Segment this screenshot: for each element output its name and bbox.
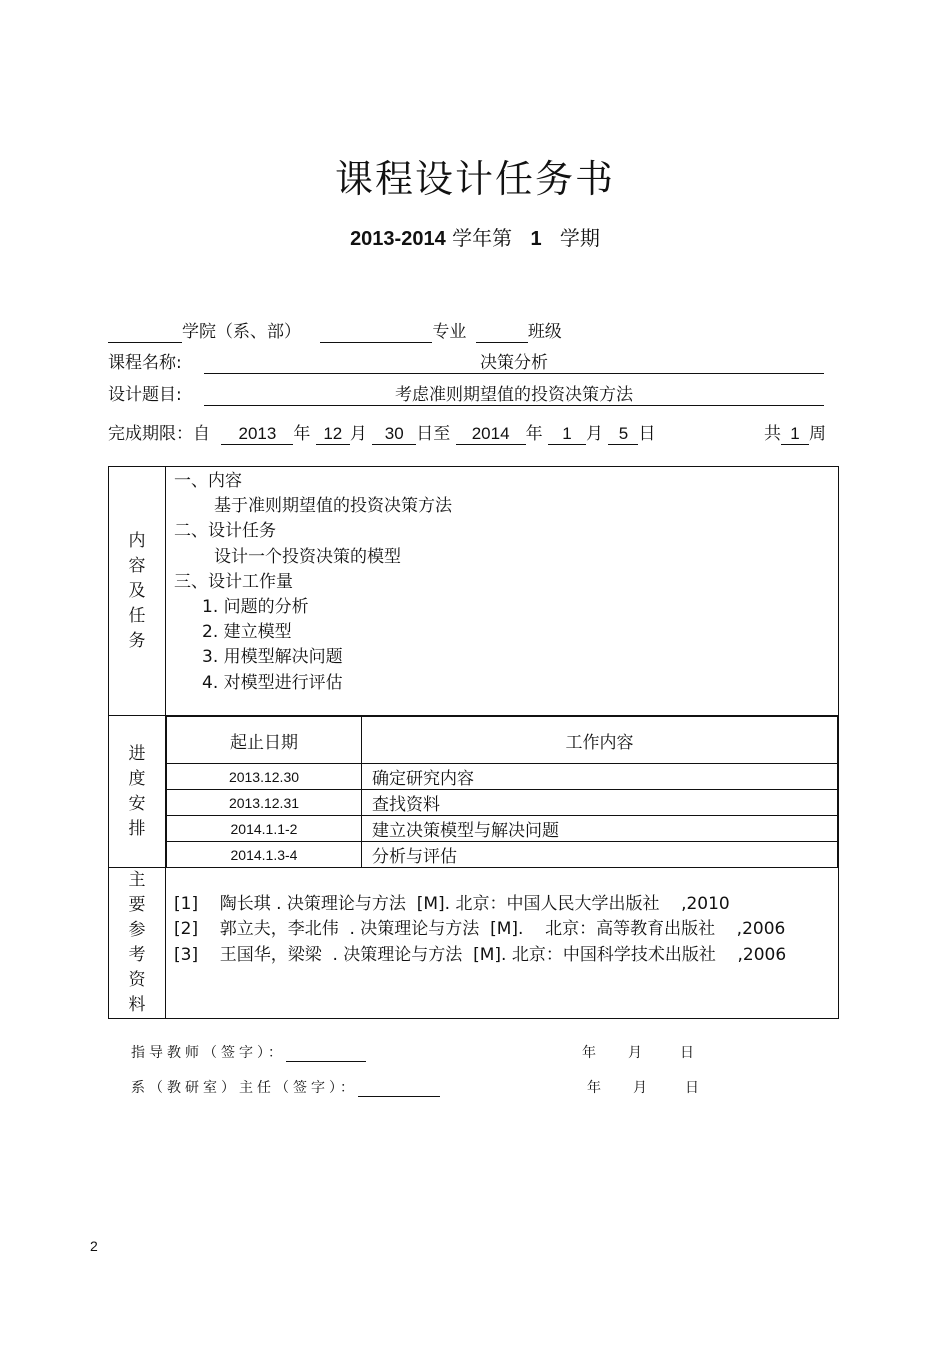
dept-head-signature-line xyxy=(131,1077,440,1097)
document-title: 课程设计任务书 xyxy=(334,157,615,201)
topic-label: 设计题目: xyxy=(108,385,182,405)
content-side-label xyxy=(109,467,166,716)
schedule-header xyxy=(167,717,838,764)
schedule-date: 2013.12.30 xyxy=(167,764,362,790)
to-day: 5 xyxy=(608,424,638,445)
schedule-date: 2013.12.31 xyxy=(167,790,362,816)
month-char: 月 xyxy=(633,1080,651,1096)
dept-head-signature-field[interactable] xyxy=(358,1080,440,1097)
side-char: 进 xyxy=(128,743,146,764)
dept-head-date xyxy=(587,1077,703,1097)
advisor-signature-line xyxy=(131,1042,366,1062)
advisor-signature-field[interactable] xyxy=(286,1045,366,1062)
section-heading: 一、内容 xyxy=(174,471,242,491)
schedule-row xyxy=(109,716,839,868)
weeks-value: 1 xyxy=(781,424,809,445)
term-line xyxy=(0,222,950,251)
side-char: 度 xyxy=(128,768,146,789)
schedule-work: 建立决策模型与解决问题 xyxy=(362,816,838,842)
side-char: 主 xyxy=(128,870,146,890)
year-char: 年 xyxy=(293,424,311,444)
schedule-work: 确定研究内容 xyxy=(362,764,838,790)
from-day: 30 xyxy=(372,424,416,445)
class-field[interactable] xyxy=(476,322,528,343)
deadline-label: 完成期限：自 xyxy=(108,424,210,444)
reference-item: [2] 郭立夫，李北伟 . 决策理论与方法 [M]. 北京：高等教育出版社 ,2006 xyxy=(174,919,786,940)
class-suffix: 班级 xyxy=(527,322,562,342)
schedule-cell xyxy=(166,716,839,868)
year-char-2: 年 xyxy=(525,424,543,444)
term-years: 2013-2014 xyxy=(350,228,446,250)
side-char: 考 xyxy=(128,945,146,965)
schedule-work: 分析与评估 xyxy=(362,842,838,868)
day-char-2: 日 xyxy=(638,424,656,444)
content-row xyxy=(109,467,839,716)
side-char: 资 xyxy=(128,970,146,990)
references-side-label xyxy=(109,868,166,1019)
term-text2: 学期 xyxy=(559,226,600,250)
day-char: 日 xyxy=(680,1045,698,1061)
from-year: 2013 xyxy=(221,424,293,445)
side-char: 务 xyxy=(128,630,146,651)
side-char: 容 xyxy=(128,555,146,576)
content-text: 基于准则期望值的投资决策方法 xyxy=(214,496,452,517)
month-char: 月 xyxy=(349,424,367,444)
schedule-side-label xyxy=(109,716,166,868)
work-item: 3. 用模型解决问题 xyxy=(202,647,343,668)
course-value: 决策分析 xyxy=(204,348,824,374)
work-item: 1. 问题的分析 xyxy=(202,597,309,618)
year-char: 年 xyxy=(587,1080,605,1096)
day-char: 日 xyxy=(685,1080,703,1096)
from-month: 12 xyxy=(316,424,350,445)
content-text: 设计一个投资决策的模型 xyxy=(214,546,401,567)
schedule-date: 2014.1.1-2 xyxy=(167,816,362,842)
work-item: 4. 对模型进行评估 xyxy=(202,672,343,693)
college-field[interactable] xyxy=(108,322,182,343)
content-cell xyxy=(166,467,839,716)
week-char: 周 xyxy=(809,424,826,444)
total-weeks xyxy=(764,419,826,445)
topic-value: 考虑准则期望值的投资决策方法 xyxy=(204,380,824,406)
side-char: 及 xyxy=(128,580,146,601)
course-line xyxy=(108,348,548,373)
reference-item: [3] 王国华，梁梁 . 决策理论与方法 [M]. 北京：中国科学技术出版社 ,2006 xyxy=(174,944,787,965)
work-item: 2. 建立模型 xyxy=(202,622,292,643)
schedule-item xyxy=(167,816,838,842)
deadline-line xyxy=(108,419,826,445)
reference-item: [1] 陶长琪 . 决策理论与方法 [M]. 北京：中国人民大学出版社 ,2010 xyxy=(174,894,730,914)
work-col-header: 工作内容 xyxy=(362,717,838,764)
side-char: 要 xyxy=(128,895,146,915)
schedule-table xyxy=(166,716,838,867)
schedule-item xyxy=(167,764,838,790)
major-field[interactable] xyxy=(320,322,432,343)
day-to-char: 日至 xyxy=(416,424,451,444)
year-char: 年 xyxy=(582,1045,600,1061)
task-table xyxy=(108,466,839,1019)
side-char: 参 xyxy=(128,920,146,940)
total-label: 共 xyxy=(764,424,781,444)
college-line xyxy=(108,317,562,343)
course-label: 课程名称: xyxy=(108,353,182,373)
side-char: 任 xyxy=(128,605,146,626)
term-text1: 学年第 xyxy=(452,226,513,250)
to-month: 1 xyxy=(548,424,586,445)
college-suffix: 学院（系、部） xyxy=(182,322,301,342)
schedule-item xyxy=(167,790,838,816)
schedule-date: 2014.1.3-4 xyxy=(167,842,362,868)
page-number: 2 xyxy=(90,1238,98,1254)
month-char-2: 月 xyxy=(586,424,604,444)
term-number: 1 xyxy=(530,228,542,250)
month-char: 月 xyxy=(628,1045,646,1061)
section-heading: 二、设计任务 xyxy=(174,521,276,542)
dept-head-label: 系（教研室）主任（签字）： xyxy=(131,1080,358,1096)
topic-line xyxy=(108,380,633,405)
side-char: 料 xyxy=(128,995,146,1015)
advisor-date xyxy=(582,1042,698,1062)
side-char: 内 xyxy=(128,530,146,551)
references-row xyxy=(109,868,839,1019)
references-cell xyxy=(166,868,839,1019)
major-suffix: 专业 xyxy=(432,322,467,342)
schedule-work: 查找资料 xyxy=(362,790,838,816)
date-col-header: 起止日期 xyxy=(167,717,362,764)
to-year: 2014 xyxy=(456,424,526,445)
section-heading: 三、设计工作量 xyxy=(174,571,293,592)
advisor-label: 指导教师（签字）： xyxy=(131,1045,286,1061)
side-char: 排 xyxy=(128,818,146,839)
side-char: 安 xyxy=(128,793,146,814)
schedule-item xyxy=(167,842,838,868)
